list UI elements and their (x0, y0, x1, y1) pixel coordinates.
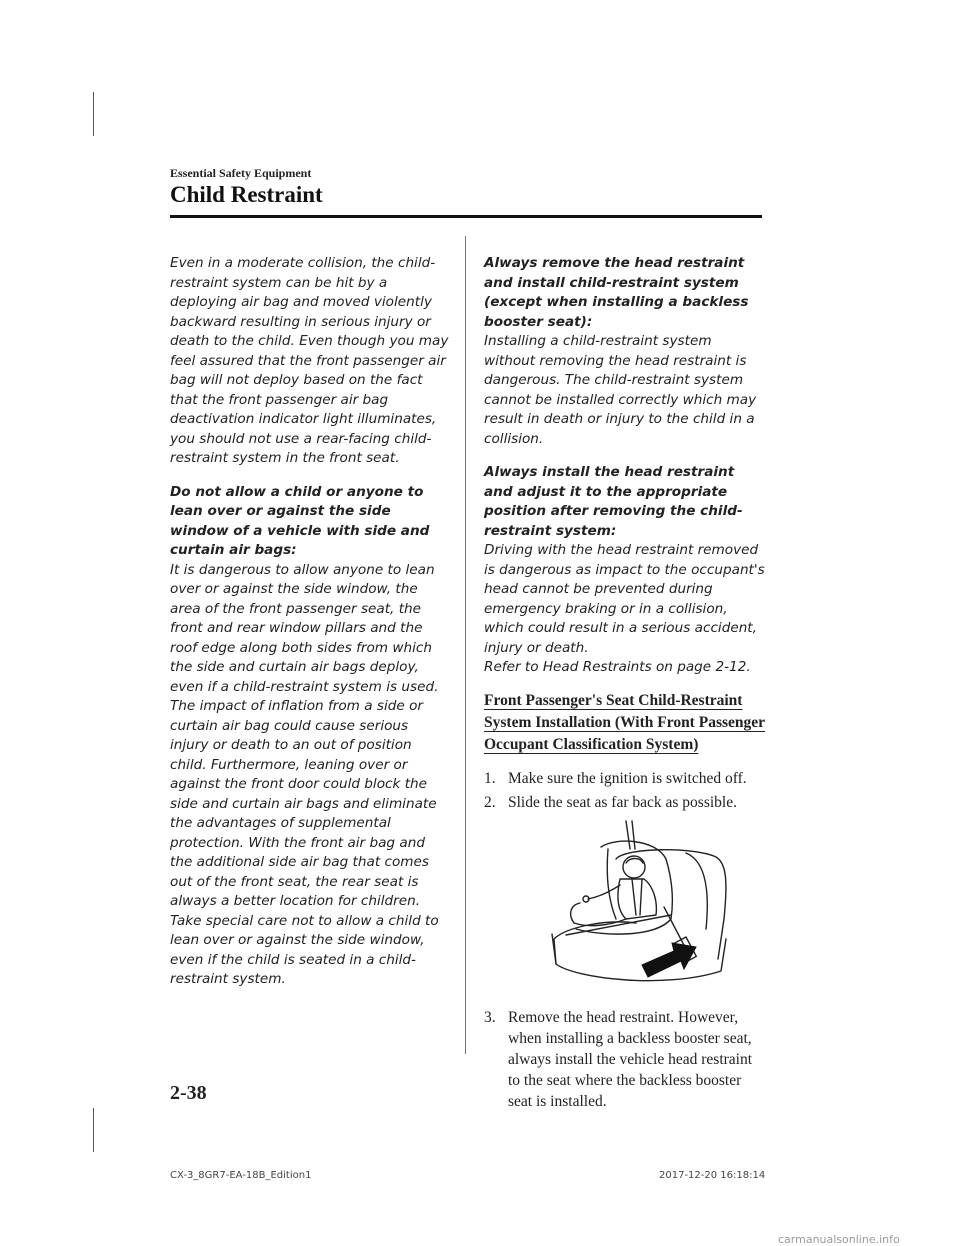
step-text: Slide the seat as far back as possible. (508, 793, 737, 811)
crop-mark-bottom (93, 1108, 94, 1152)
page-number: 2-38 (170, 1082, 207, 1104)
step-number: 1. (484, 769, 496, 787)
crop-mark-top (93, 92, 94, 136)
timestamp: 2017-12-20 16:18:14 (659, 1170, 766, 1181)
step-1 (484, 768, 766, 789)
step-text: Remove the head restraint. However, when installing a backless booster seat, always install the vehicle head restraint to the seat where the backless booster seat is installed. (508, 1008, 753, 1110)
warning-body-install-head-restraint: Driving with the head restraint removed is dangerous as impact to the occupant's head cannot be prevented during emergency braking or in a collision, which could result in a serious accident, injury or death. (484, 542, 765, 656)
watermark: carmanualsonline.info (778, 1233, 900, 1246)
subsection-heading: Front Passenger's Seat Child-Restraint System Installation (With Front Passenger Occupant Classification System) (484, 691, 766, 753)
warning-block-remove-head-restraint (484, 254, 766, 449)
rearward-arrow-icon (642, 943, 696, 977)
page-reference-link[interactable]: Refer to Head Restraints on page 2-12. (484, 659, 751, 675)
step-number: 3. (484, 1008, 496, 1026)
document-id: CX-3_8GR7-EA-18B_Edition1 (170, 1170, 312, 1181)
warning-heading-install-head-restraint: Always install the head restraint and adjust it to the appropriate position after removing the child-restraint system: (484, 464, 743, 539)
left-column (170, 254, 450, 1004)
child-seat-illustration-svg (546, 819, 746, 989)
title-rule (170, 215, 762, 218)
warning-heading-side-window: Do not allow a child or anyone to lean over or against the side window of a vehicle with side and curtain air bags: (170, 483, 430, 558)
warning-block-install-head-restraint (484, 463, 766, 678)
warning-block-side-window (170, 483, 450, 990)
column-divider (465, 236, 466, 1054)
section-label: Essential Safety Equipment (170, 166, 312, 180)
step-text: Make sure the ignition is switched off. (508, 769, 747, 787)
step-number: 2. (484, 793, 496, 811)
warning-body-side-window: It is dangerous to allow anyone to lean over or against the side window, the area of the front passenger seat, the front and rear window pillars and the roof edge along both sides from which the side and curtain air bags deploy, even if a child-restraint system is used. The impact of inflation from a side or curtain air bag could cause serious injury or death to an out of position child. Furthermore, leaning over or against the front door could block the side and curtain air bags and eliminate the advantages of supplemental protection. With the front air bag and the additional side air bag that comes out of the front seat, the rear seat is always a better location for children. Take special care not to allow a child to lean over or against the side window, even if the child is seated in a child-restraint system. (170, 561, 439, 987)
step-3 (484, 1007, 766, 1112)
warning-heading-remove-head-restraint: Always remove the head restraint and install child-restraint system (except when installing a backless booster seat): (484, 255, 749, 330)
child-seat-illustration (546, 819, 746, 989)
warning-body-remove-head-restraint: Installing a child-restraint system without removing the head restraint is dangerous. The child-restraint system cannot be installed correctly which may result in death or injury to the child in a collision. (484, 333, 757, 447)
page-title: Child Restraint (170, 182, 323, 207)
warning-paragraph-1: Even in a moderate collision, the child-restraint system can be hit by a deploying air bag and moved violently backward resulting in serious injury or death to the child. Even though you may feel assured that the front passenger air bag will not deploy based on the fact that the front passenger air bag deactivation indicator light illuminates, you should not use a rear-facing child-restraint system in the front seat. (170, 255, 449, 466)
step-2 (484, 792, 766, 813)
right-column (484, 254, 766, 1115)
